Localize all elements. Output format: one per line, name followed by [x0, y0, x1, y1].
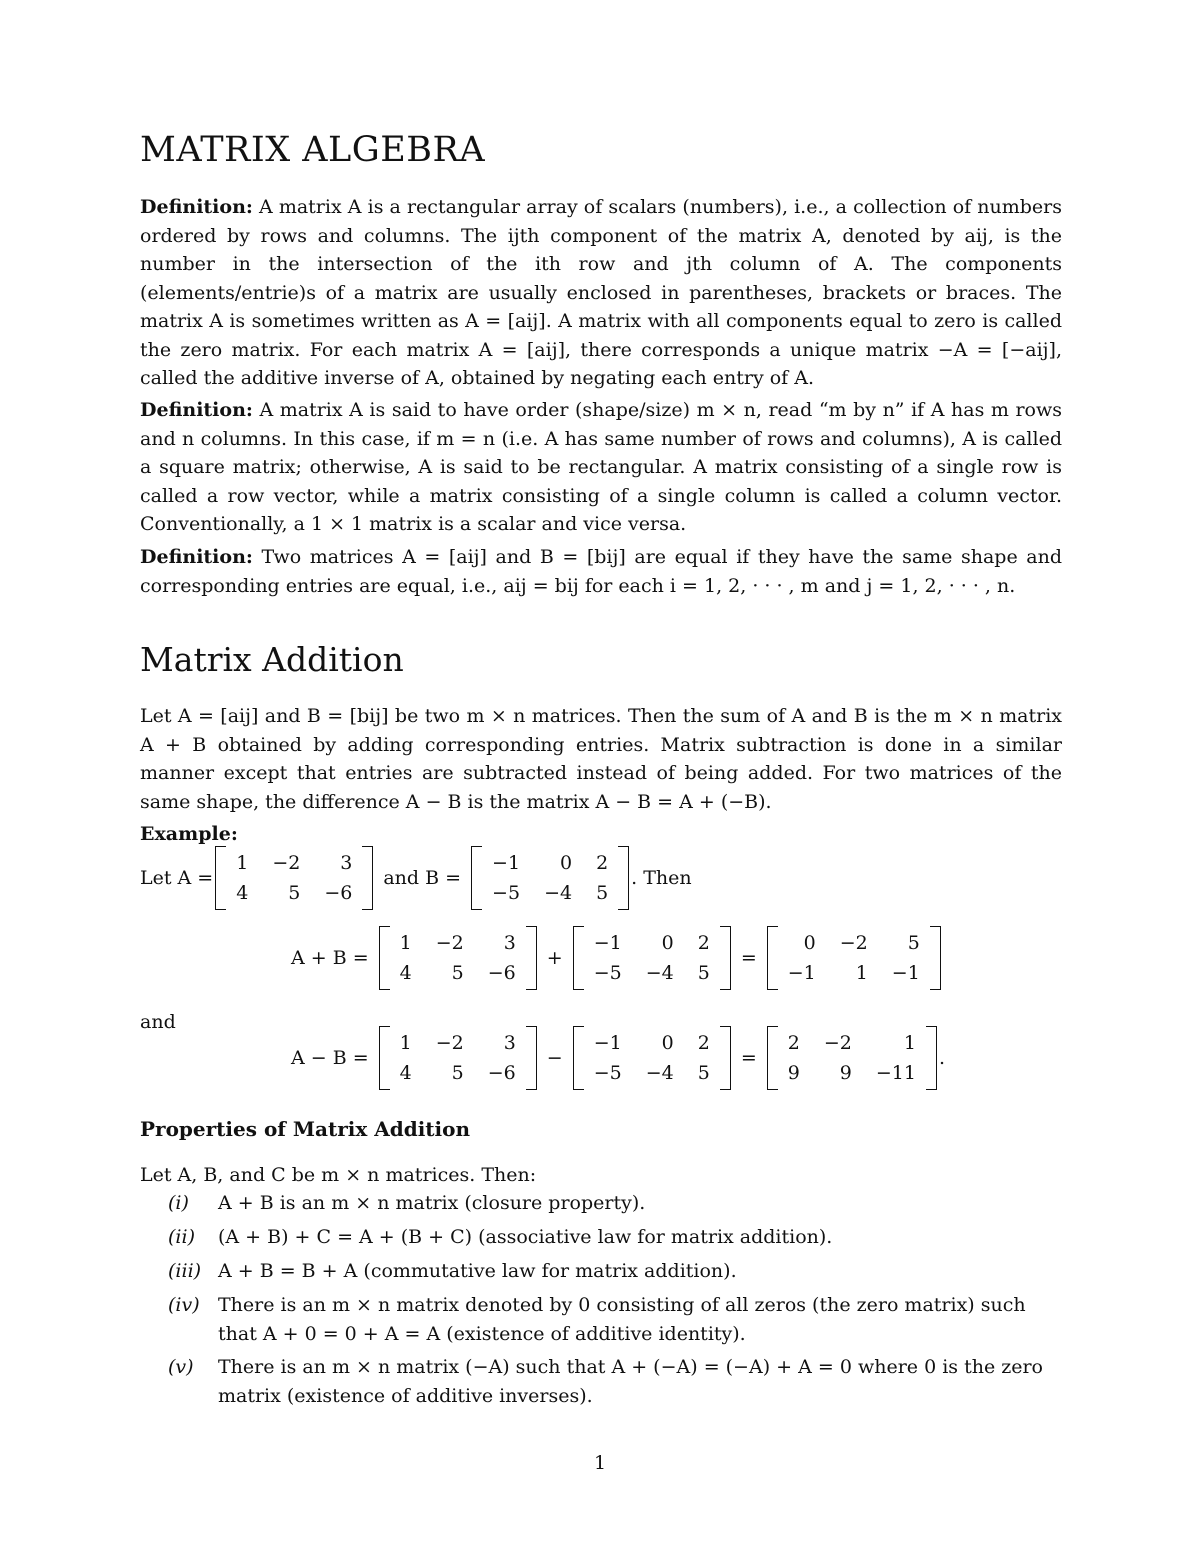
definition-text: A matrix A is a rectangular array of scalars (numbers), i.e., a collection of numbers ordered by rows and columns. The ijth component of the matrix A, denoted by aij, is the number in the intersection of the ith row and jth column of A. The components (elements/entrie)s of a matrix are usually enclosed in parentheses, brackets or braces. The matrix A is sometimes written as A = [aij]. A matrix with all components equal to zero is called the zero matrix. For each matrix A = [aij], there corresponds a unique matrix −A = [−aij], called the additive inverse of A, obtained by negating each entry of A.: [140, 196, 1062, 389]
property-text: A + B = B + A (commutative law for matrix addition).: [218, 1260, 737, 1282]
matrix-entry: −11: [875, 1062, 916, 1084]
left-bracket: [767, 1026, 778, 1090]
right-bracket: [926, 1026, 937, 1090]
property-number: (iii): [168, 1260, 202, 1282]
left-bracket: [471, 846, 482, 910]
matrix-entry: −6: [324, 882, 353, 904]
right-bracket: [526, 1026, 537, 1090]
equals-sign: =: [740, 947, 757, 969]
property-item: [168, 1189, 1062, 1218]
matrix-entries: [482, 846, 618, 910]
matrix-entry: −2: [435, 1032, 464, 1054]
property-item: [168, 1291, 1062, 1348]
matrix-entry: 0: [803, 932, 816, 954]
matrix-entry: −1: [787, 962, 816, 984]
matrix-entry: 0: [661, 932, 674, 954]
matrix-entry: 4: [399, 1062, 412, 1084]
matrix-entry: −4: [544, 882, 573, 904]
matrix-entry: 2: [787, 1032, 800, 1054]
property-number: (i): [168, 1192, 189, 1214]
matrix-entry: −6: [487, 1062, 516, 1084]
right-bracket: [362, 846, 373, 910]
matrix-entry: 2: [697, 932, 710, 954]
let-a-text: Let A =: [140, 867, 214, 889]
page-title: MATRIX ALGEBRA: [140, 130, 486, 170]
property-text: (A + B) + C = A + (B + C) (associative law for matrix addition).: [218, 1226, 833, 1248]
matrix-entry: −1: [593, 1032, 622, 1054]
matrix-difference: [767, 1026, 937, 1090]
matrix-entry: 3: [503, 1032, 516, 1054]
left-bracket: [215, 846, 226, 910]
matrix-entry: 3: [340, 852, 353, 874]
matrix-entry: −2: [823, 1032, 852, 1054]
matrix-entry: 9: [839, 1062, 852, 1084]
property-number: (v): [168, 1356, 194, 1378]
matrix-entry: 1: [399, 1032, 412, 1054]
right-bracket: [618, 846, 629, 910]
matrix-entries: [778, 926, 930, 990]
matrix-entry: 4: [399, 962, 412, 984]
difference-equation: [283, 1026, 945, 1090]
matrix-entry: 5: [697, 962, 710, 984]
property-item: [168, 1223, 1062, 1252]
matrix-entry: −1: [593, 932, 622, 954]
definition-label: Definition:: [140, 399, 253, 421]
matrix-entry: 5: [596, 882, 609, 904]
left-bracket: [379, 926, 390, 990]
right-bracket: [720, 1026, 731, 1090]
matrix-entry: 3: [503, 932, 516, 954]
definition-text: A matrix A is said to have order (shape/size) m × n, read “m by n” if A has m rows and n columns. In this case, if m = n (i.e. A has same number of rows and columns), A is called a square matrix; otherwise, A is said to be rectangular. A matrix consisting of a single row is called a row vector, while a matrix consisting of a single column is called a column vector. Conventionally, a 1 × 1 matrix is a scalar and vice versa.: [140, 399, 1062, 535]
property-item: [168, 1353, 1062, 1410]
matrix-entry: 1: [903, 1032, 916, 1054]
right-bracket: [930, 926, 941, 990]
matrix-entry: −5: [593, 1062, 622, 1084]
example-label: [140, 820, 1062, 849]
example-definition-line: [140, 846, 692, 910]
left-bracket: [379, 1026, 390, 1090]
sum-equation: [283, 926, 943, 990]
matrix-entry: 9: [787, 1062, 800, 1084]
left-bracket: [573, 1026, 584, 1090]
matrix-entry: 5: [451, 1062, 464, 1084]
matrix-entry: −2: [272, 852, 301, 874]
matrix-entries: [584, 926, 720, 990]
matrix-entry: 4: [236, 882, 249, 904]
addition-paragraph: Let A = [aij] and B = [bij] be two m × n matrices. Then the sum of A and B is the m × n matrix A + B obtained by adding corresponding entries. Matrix subtraction is done in a similar manner except that entries are subtracted instead of being added. For two matrices of the same shape, the difference A − B is the matrix A − B = A + (−B).: [140, 705, 1062, 813]
definition-text: Two matrices A = [aij] and B = [bij] are equal if they have the same shape and corresponding entries are equal, i.e., aij = bij for each i = 1, 2, · · · , m and j = 1, 2, · · · , n.: [140, 546, 1062, 597]
property-text: A + B is an m × n matrix (closure property).: [218, 1192, 646, 1214]
matrix-entry: 1: [236, 852, 249, 874]
definition-order: [140, 396, 1062, 539]
matrix-entry: −1: [891, 962, 920, 984]
matrix-entries: [226, 846, 362, 910]
property-item: [168, 1257, 1062, 1286]
property-number: (ii): [168, 1226, 195, 1248]
matrix-entry: −5: [593, 962, 622, 984]
matrix-entry: −4: [645, 1062, 674, 1084]
example-label-text: Example:: [140, 823, 238, 845]
matrix-entry: −6: [487, 962, 516, 984]
definition-equal: [140, 543, 1062, 600]
page-number: 1: [594, 1452, 607, 1474]
matrix-entries: [778, 1026, 926, 1090]
matrix-entry: 2: [697, 1032, 710, 1054]
matrix-entry: 5: [907, 932, 920, 954]
diff-lhs: A − B =: [291, 1047, 369, 1069]
matrix-b: [573, 1026, 731, 1090]
property-text: There is an m × n matrix denoted by 0 consisting of all zeros (the zero matrix) such that A + 0 = 0 + A = A (existence of additive identity).: [218, 1294, 1026, 1345]
definition-matrix: [140, 193, 1062, 393]
properties-intro: Let A, B, and C be m × n matrices. Then:: [140, 1164, 537, 1186]
matrix-entry: 2: [596, 852, 609, 874]
matrix-a: [215, 846, 373, 910]
and-b-text: and B =: [383, 867, 462, 889]
matrix-a: [379, 1026, 537, 1090]
matrix-entry: 5: [451, 962, 464, 984]
matrix-entry: 5: [697, 1062, 710, 1084]
matrix-sum: [767, 926, 941, 990]
matrix-entries: [390, 1026, 526, 1090]
plus-sign: +: [546, 947, 563, 969]
matrix-entry: −5: [492, 882, 521, 904]
left-bracket: [573, 926, 584, 990]
matrix-entries: [390, 926, 526, 990]
definition-label: Definition:: [140, 546, 253, 568]
property-text: There is an m × n matrix (−A) such that A + (−A) = (−A) + A = 0 where 0 is the zero matrix (existence of additive inverses).: [218, 1356, 1043, 1407]
equals-sign: =: [740, 1047, 757, 1069]
matrix-b: [573, 926, 731, 990]
right-bracket: [720, 926, 731, 990]
matrix-entry: 1: [399, 932, 412, 954]
and-text: and: [140, 1011, 176, 1033]
matrix-entry: −1: [492, 852, 521, 874]
definition-label: Definition:: [140, 196, 253, 218]
property-number: (iv): [168, 1294, 200, 1316]
properties-heading: Properties of Matrix Addition: [140, 1117, 471, 1141]
right-bracket: [526, 926, 537, 990]
sum-lhs: A + B =: [291, 947, 369, 969]
matrix-entry: 0: [559, 852, 573, 874]
matrix-entry: 5: [288, 882, 301, 904]
period: .: [938, 1047, 946, 1069]
section-heading: Matrix Addition: [140, 640, 404, 679]
then-text: . Then: [631, 867, 692, 889]
matrix-entry: −4: [645, 962, 674, 984]
left-bracket: [767, 926, 778, 990]
matrix-entry: −2: [839, 932, 868, 954]
matrix-entry: 0: [661, 1032, 674, 1054]
matrix-a: [379, 926, 537, 990]
matrix-entries: [584, 1026, 720, 1090]
matrix-entry: 1: [855, 962, 868, 984]
matrix-b: [471, 846, 629, 910]
minus-sign: −: [546, 1047, 563, 1069]
matrix-entry: −2: [435, 932, 464, 954]
